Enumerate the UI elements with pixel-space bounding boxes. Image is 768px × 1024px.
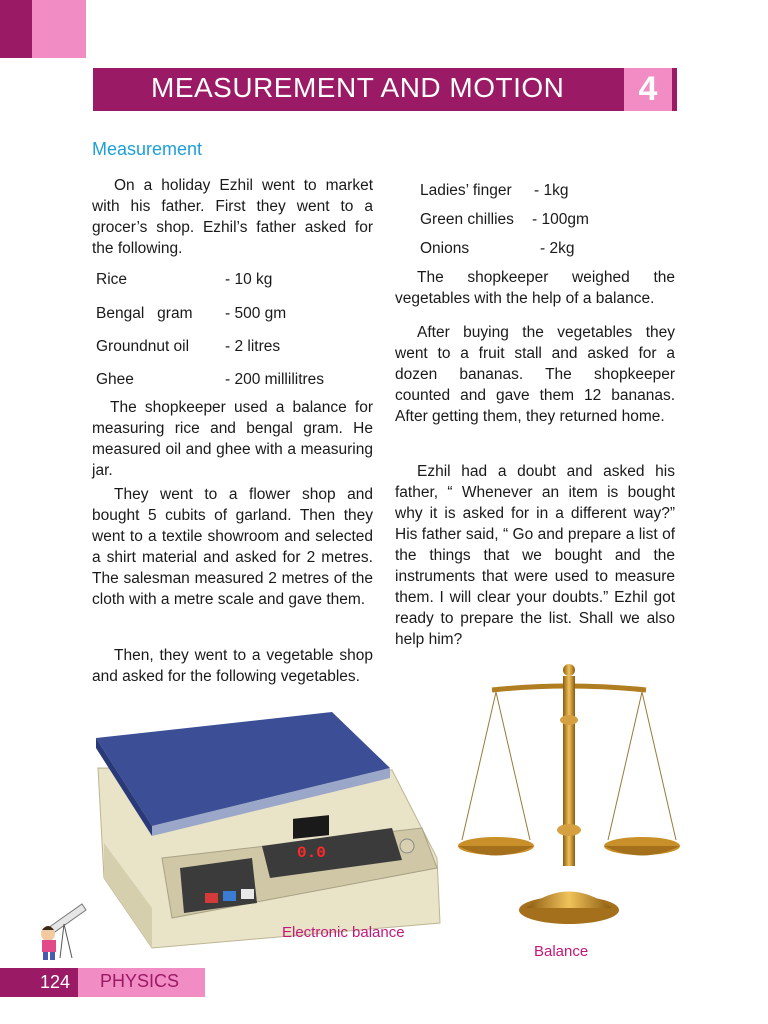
item-name: Ghee	[96, 371, 134, 388]
item-qty: - 1kg	[534, 182, 569, 199]
left-para-1	[92, 175, 373, 259]
left-para-2	[92, 397, 373, 481]
paragraph: After buying the vegetables they went to a fruit stall and asked for a dozen bananas. The shopkeeper counted and gave them 12 bananas. After getting them, they returned home.	[395, 324, 675, 425]
telescope-child-illustration	[34, 898, 92, 960]
chapter-title: MEASUREMENT AND MOTION	[151, 72, 565, 103]
item-qty: - 2kg	[540, 240, 575, 257]
electronic-balance-image	[92, 708, 444, 950]
paragraph: Ezhil had a doubt and asked his father, “ Whenever an item is bought why it is asked for in a different way?” His father said, “ Go and prepare a list of the things that we bought and the instruments that were used to measure them. I will clear your doubts.” Ezhil got ready to prepare the list. Shall we also help him?	[395, 463, 675, 648]
item-name: Green chillies	[420, 211, 514, 228]
chapter-number-box	[624, 68, 672, 111]
item-name: Rice	[96, 271, 128, 288]
paragraph: They went to a flower shop and bought 5 cubits of garland. Then they went to a textile showroom and selected a shirt material and asked for 2 metres. The salesman measured 2 metres of the cloth with a metre scale and gave them.	[92, 486, 373, 608]
right-para-2	[395, 322, 675, 427]
right-para-3	[395, 461, 675, 650]
page-number: 124	[40, 972, 71, 992]
left-para-3	[92, 484, 373, 610]
item-name: Ladies’ finger	[420, 182, 512, 199]
item-qty: - 200 millilitres	[225, 371, 325, 388]
subject-label: PHYSICS	[100, 971, 180, 991]
chapter-header	[93, 68, 677, 111]
paragraph: The shopkeeper weighed the vegetables with the help of a balance.	[395, 269, 675, 307]
item-qty: - 10 kg	[225, 271, 273, 288]
left-para-4	[92, 645, 373, 687]
top-accent-pink	[32, 0, 86, 58]
paragraph: The shopkeeper used a balance for measuring rice and bengal gram. He measured oil and ghee with a measuring jar.	[92, 399, 373, 479]
display-reading: 0.0	[297, 844, 326, 862]
item-name: Bengal gram	[96, 305, 193, 322]
top-accent-dark	[0, 0, 32, 58]
balance-caption: Balance	[534, 943, 589, 960]
section-heading: Measurement	[92, 139, 203, 159]
electronic-balance-caption: Electronic balance	[282, 924, 405, 941]
item-name: Onions	[420, 240, 470, 257]
item-qty: - 100gm	[532, 211, 589, 228]
item-qty: - 500 gm	[225, 305, 287, 322]
paragraph: On a holiday Ezhil went to market with his father. First they went to a grocer’s shop. Ezhil’s father asked for the following.	[92, 177, 373, 257]
right-para-1	[395, 267, 675, 309]
paragraph: Then, they went to a vegetable shop and asked for the following vegetables.	[92, 647, 373, 685]
item-name: Groundnut oil	[96, 338, 190, 355]
chapter-number: 4	[638, 70, 658, 108]
beam-balance-image	[456, 660, 682, 932]
item-qty: - 2 litres	[225, 338, 281, 355]
